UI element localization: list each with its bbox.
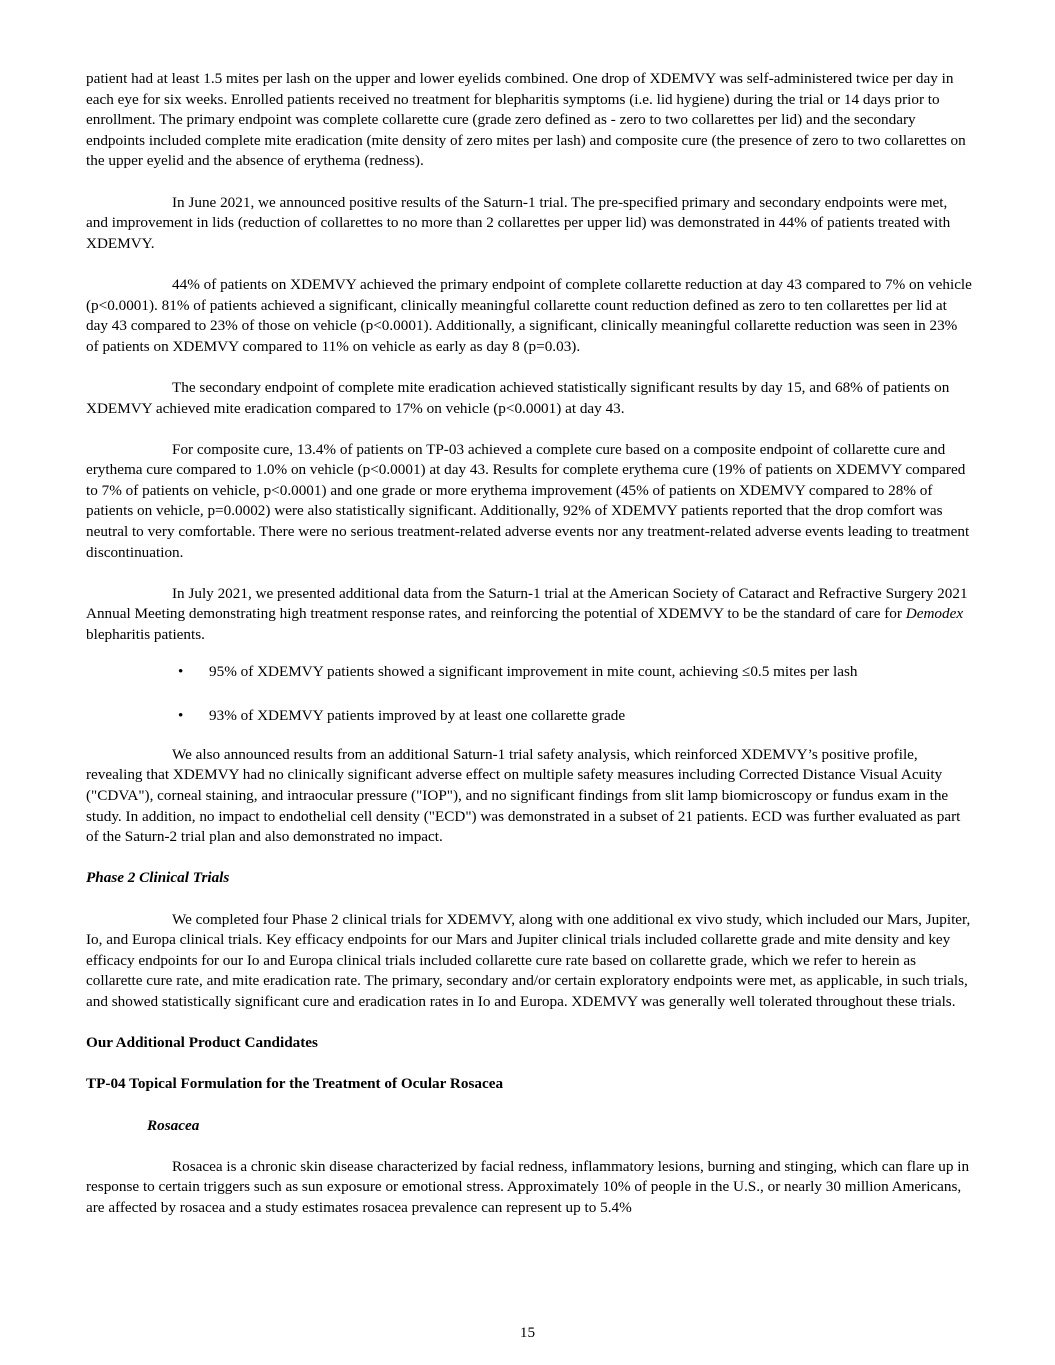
- bullet-icon: •: [178, 662, 184, 680]
- paragraph-rosacea: Rosacea is a chronic skin disease characterized by facial redness, inflammatory lesions, burning and stinging, which can flare up in response to certain triggers such as sun exposure or emotional stress. Approximately 10% of people in the U.S., or nearly 30 million Americans, are affected by rosacea and a study estimates rosacea prevalence can represent up to 5.4%: [86, 1157, 970, 1216]
- bullet-text: 93% of XDEMVY patients improved by at least one collarette grade: [209, 707, 626, 725]
- paragraph-trial-design: patient had at least 1.5 mites per lash on the upper and lower eyelids combined. One drop of XDEMVY was self-administered twice per day in each eye for six weeks. Enrolled patients received no treatment for blepharitis symptoms (i.e. lid hygiene) during the trial or 14 days prior to enrollment. The primary endpoint was complete collarette cure (grade zero defined as - zero to two collarettes per lid) and the secondary endpoints included complete mite eradication (mite density of zero mites per lash) and composite cure (the presence of zero to two collarettes on the upper eyelid and the absence of erythema (redness).: [86, 70, 966, 170]
- paragraph-safety-analysis: We also announced results from an additional Saturn-1 trial safety analysis, which reinforced XDEMVY’s positive profile, revealing that XDEMVY had no clinically significant adverse effect on multiple safety measures including Corrected Distance Visual Acuity ("CDVA"), corneal staining, and intraocular pressure ("IOP"), and no significant findings from slit lamp biomicroscopy or fundus exam in the study. In addition, no impact to endothelial cell density ("ECD") was demonstrated in a subset of 21 patients. ECD was further evaluated as part of the Saturn-2 trial plan and also demonstrated no impact.: [86, 745, 961, 846]
- bullet-icon: •: [178, 707, 184, 725]
- page-number: 15: [519, 1324, 536, 1341]
- list-item: [86, 662, 972, 683]
- paragraph-primary-endpoint: 44% of patients on XDEMVY achieved the primary endpoint of complete collarette reduction at day 43 compared to 7% on vehicle (p<0.0001). 81% of patients achieved a significant, clinically meaningful collarette count reduction defined as zero to ten collarettes per lid at day 43 compared to 23% of those on vehicle (p<0.0001). Additionally, a significant, clinically meaningful collarette reduction was seen in 23% of patients on XDEMVY compared to 11% on vehicle as early as day 8 (p=0.03).: [86, 275, 972, 355]
- section-heading-tp04: TP-04 Topical Formulation for the Treatment of Ocular Rosacea: [86, 1075, 504, 1093]
- section-heading-rosacea: Rosacea: [147, 1116, 200, 1134]
- section-heading-additional-candidates: Our Additional Product Candidates: [86, 1034, 318, 1052]
- paragraph-secondary-endpoint: The secondary endpoint of complete mite eradication achieved statistically significant results by day 15, and 68% of patients on XDEMVY achieved mite eradication compared to 17% on vehicle (p<0.0001) at day 43.: [86, 378, 950, 417]
- bullet-text: 95% of XDEMVY patients showed a significant improvement in mite count, achieving ≤0.5 mites per lash: [209, 662, 858, 680]
- paragraph-phase2-trials: We completed four Phase 2 clinical trials for XDEMVY, along with one additional ex vivo study, which included our Mars, Jupiter, Io, and Europa clinical trials. Key efficacy endpoints for our Mars and Jupiter clinical trials included collarette grade and mite density and key efficacy endpoints for our Io and Europa clinical trials included collarette cure rate based on collarette grade, which we refer to herein as collarette cure rate, and mite eradication rate. The primary, secondary and/or certain exploratory endpoints were met, as applicable, in such trials, and showed statistically significant cure and eradication rates in Io and Europa. XDEMVY was generally well tolerated throughout these trials.: [86, 910, 971, 1010]
- paragraph-text: In July 2021, we presented additional data from the Saturn-1 trial at the American Society of Cataract and Refractive Surgery 2021 Annual Meeting demonstrating high treatment response rates, and reinforcing the potential of XDEMVY to be the standard of care for: [86, 584, 968, 623]
- paragraph-text: blepharitis patients.: [86, 626, 205, 644]
- paragraph-july-2021-data: [86, 584, 972, 646]
- list-item: [86, 706, 972, 727]
- bullet-list: [86, 662, 972, 727]
- section-heading-phase2: Phase 2 Clinical Trials: [86, 869, 230, 887]
- document-body: [86, 69, 972, 1239]
- italic-term: Demodex: [905, 605, 964, 623]
- paragraph-june-2021-results: In June 2021, we announced positive results of the Saturn-1 trial. The pre-specified primary and secondary endpoints were met, and improvement in lids (reduction of collarettes to no more than 2 collarettes per upper lid) was demonstrated in 44% of patients treated with XDEMVY.: [86, 193, 951, 252]
- paragraph-composite-cure: For composite cure, 13.4% of patients on TP-03 achieved a complete cure based on a composite endpoint of collarette cure and erythema cure compared to 1.0% on vehicle (p<0.0001) at day 43. Results for complete erythema cure (19% of patients on XDEMVY compared to 7% of patients on vehicle, p<0.0001) and one grade or more erythema improvement (45% of patients on XDEMVY compared to 28% of patients on vehicle, p=0.0002) were also statistically significant. Additionally, 92% of XDEMVY patients reported that the drop comfort was neutral to very comfortable. There were no serious treatment-related adverse events nor any treatment-related adverse events leading to treatment discontinuation.: [86, 440, 970, 561]
